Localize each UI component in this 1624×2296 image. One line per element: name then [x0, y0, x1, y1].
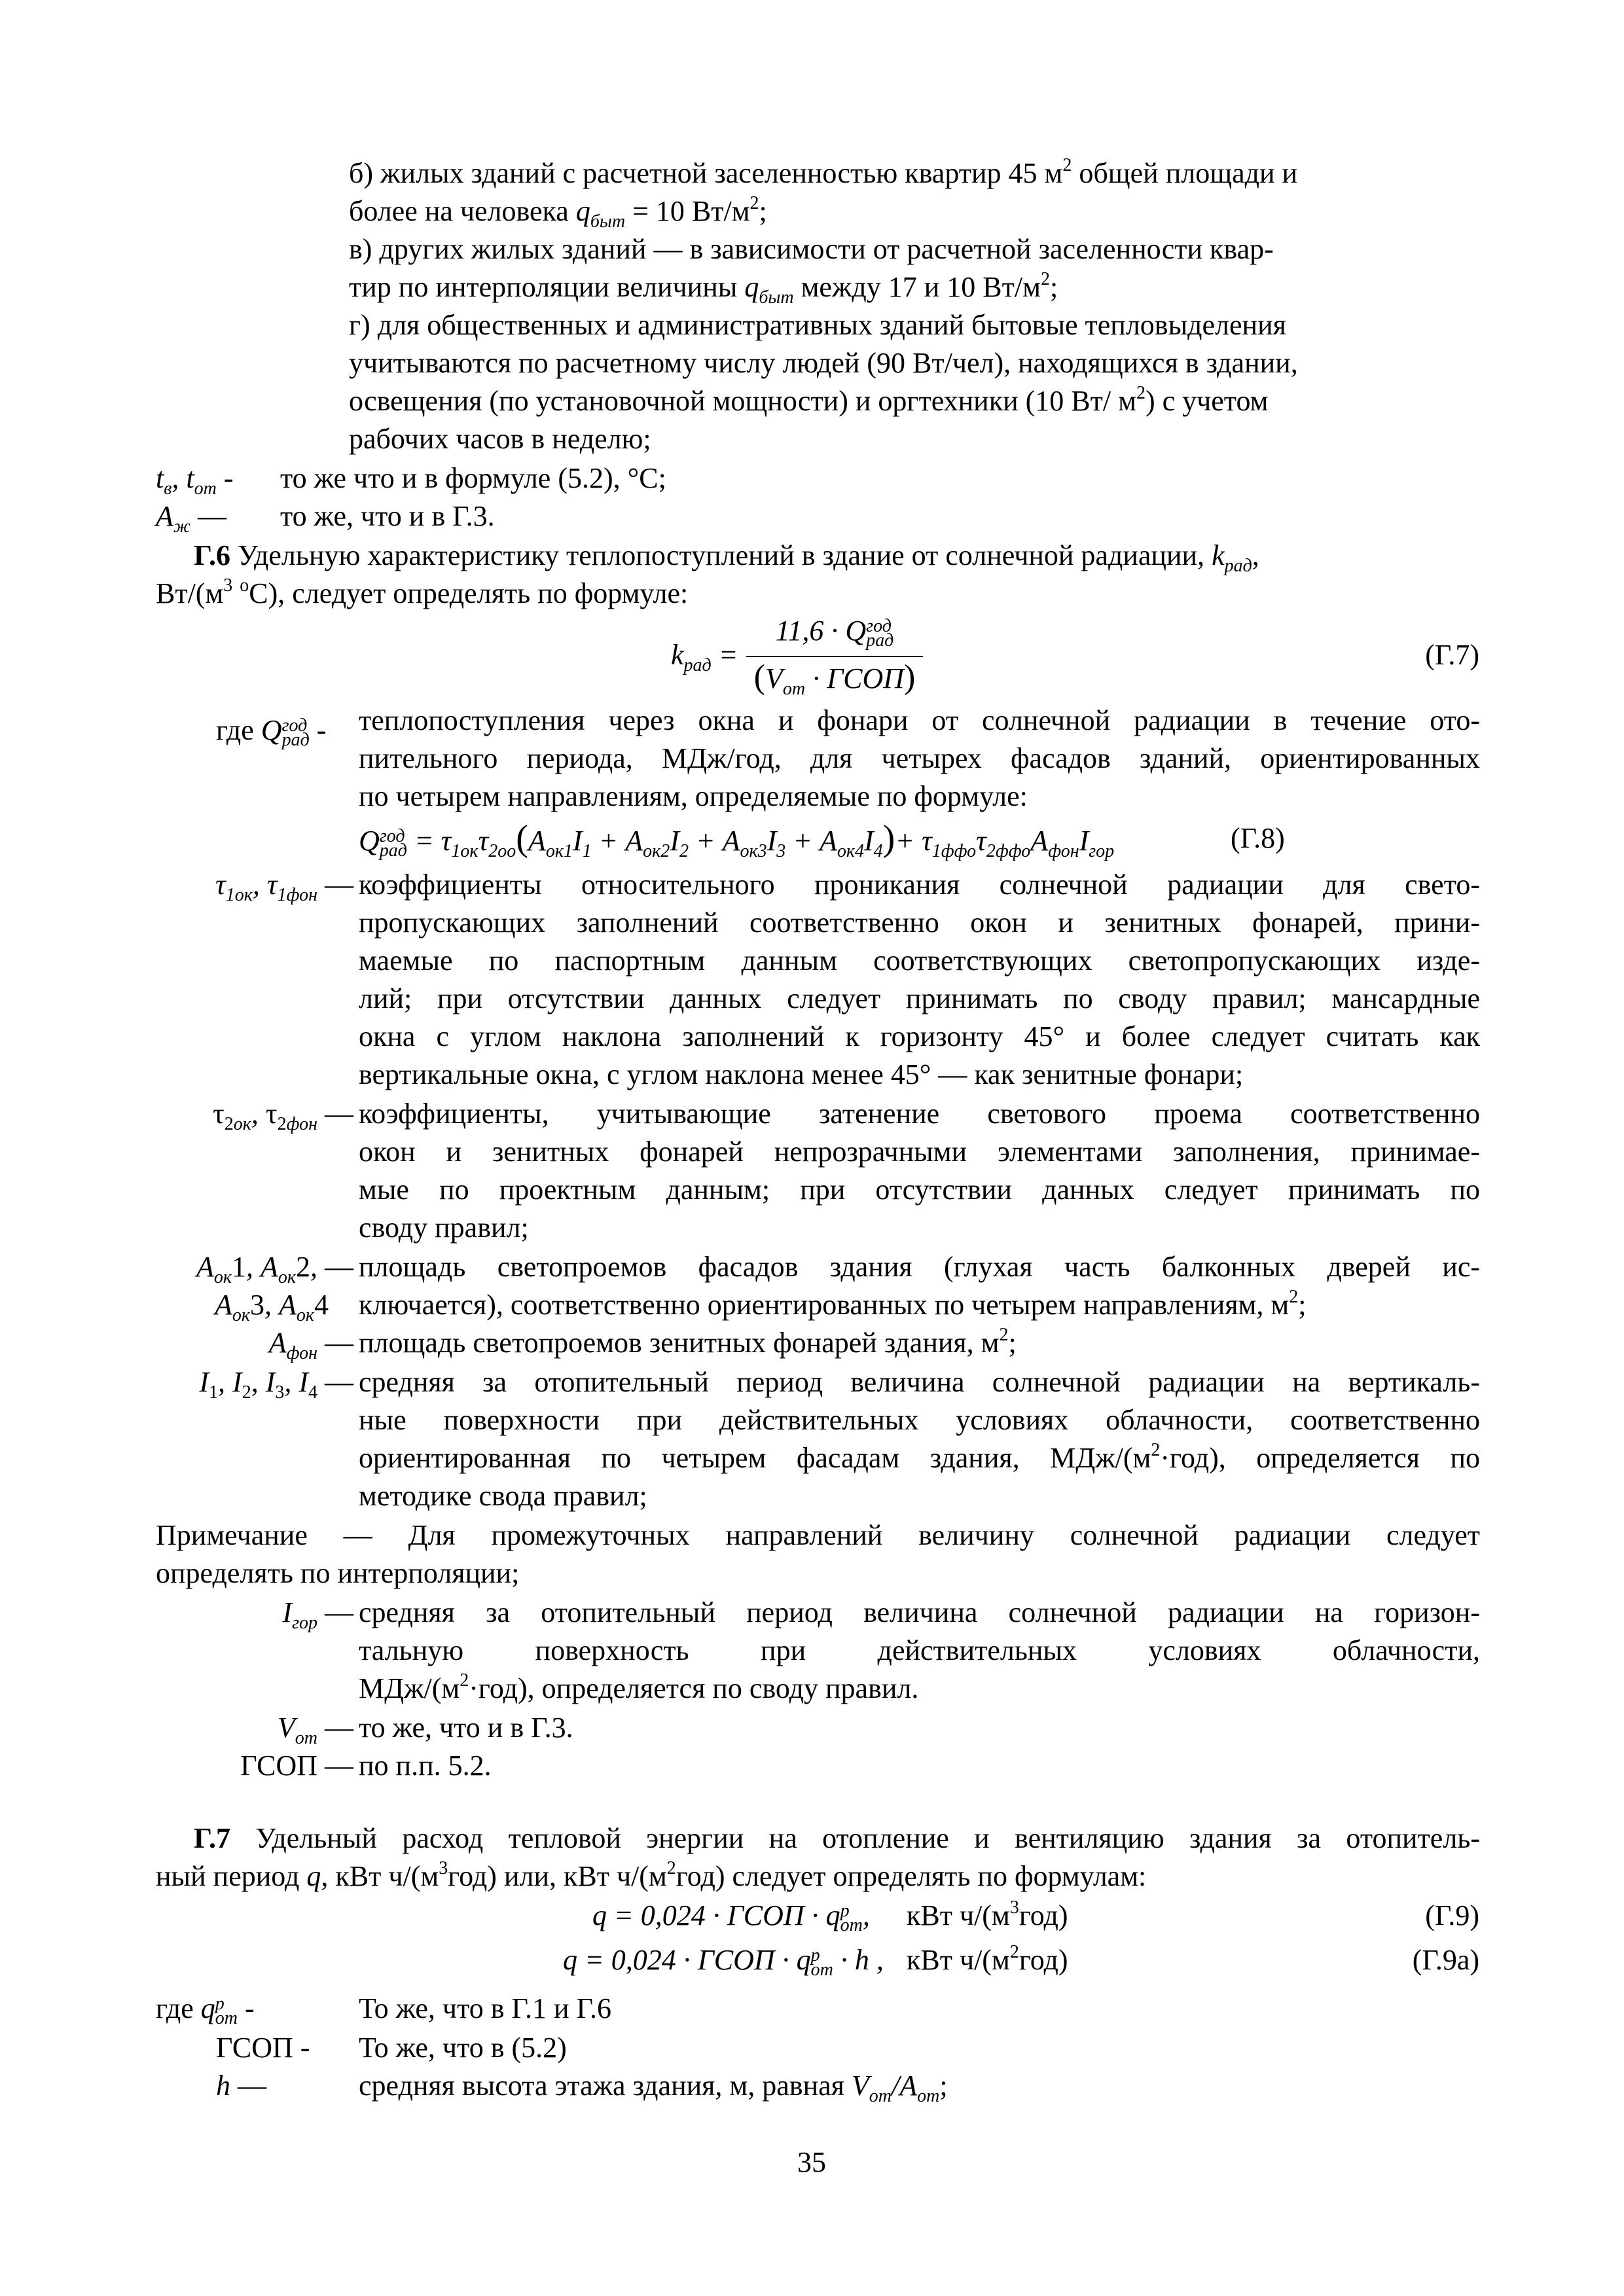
- g7-line-1: Г.7 Удельный расход тепловой энергии на отопление и вентиляцию здания за отопитель-: [194, 1822, 1480, 1854]
- def-igor-line-1: средняя за отопительный период величина солнечной радиации на горизон-: [359, 1596, 1480, 1628]
- formula-g9-number: (Г.9): [1425, 1899, 1479, 1931]
- def-gsop-2-text: То же, что в (5.2): [359, 2032, 567, 2064]
- formula-g7-number: (Г.7): [1425, 639, 1479, 671]
- where-q-line-1: теплопоступления через окна и фонари от солнечной радиации в течение ото-: [359, 704, 1480, 736]
- def-i-line-4: методике свода правил;: [359, 1480, 647, 1512]
- page-number: 35: [797, 2146, 826, 2178]
- def-term-tau1: $\tau_{1ок}$, $\tau_{1фон}$ —: [215, 869, 353, 905]
- formula-g9a-unit: кВт $ч/(м^2год)$: [907, 1942, 1068, 1976]
- def-igor-line-3: МДж/$(м^2\cdot год)$, определяется по своду правил.: [359, 1670, 919, 1704]
- intro-line-1: б) жилых зданий с расчетной заселенностью квартир 45 $м^2$ общей площади и: [349, 155, 1298, 189]
- formula-g8: Qгод рад = $\tau_{1ок}\tau_{2оо}(А_{ок1}I_1 + А_{ок2}I_2 + А_{ок3}I_3 + А_{ок4}I_4)+ \tau_{1ффо}\tau_{2ффо}А_{фон}I_{гор}$: [359, 818, 1115, 861]
- def-igor-line-2: тальную поверхность при действительных условиях облачности,: [359, 1634, 1480, 1666]
- def-text-azh: то же, что и в Г.3.: [280, 500, 495, 532]
- def-tau1-line-5: окна с углом наклона заполнений к горизонту 45° и более следует считать как: [359, 1020, 1480, 1052]
- def-term-gsop-2: ГСОП -: [216, 2032, 310, 2064]
- g6-line-1: Г.6 Удельную характеристику теплопоступлений в здание от солнечной радиации, $k_{рад}$,: [194, 539, 1259, 576]
- formula-g9: q = 0,024 · ГСОП · qр от,: [592, 1899, 870, 1935]
- def-i-line-2: ные поверхности при действительных условиях облачности, соответственно: [359, 1404, 1480, 1436]
- formula-g7-lhs: $k_{рад}$ =: [671, 639, 738, 675]
- def-tau1-line-4: лий; при отсутствии данных следует принимать по своду правил; мансардные: [359, 982, 1480, 1014]
- def-i-line-1: средняя за отопительный период величина солнечной радиации на вертикаль-: [359, 1366, 1480, 1398]
- def-afon-line-1: площадь светопроемов зенитных фонарей здания, $м^2$;: [359, 1325, 1017, 1359]
- formula-g7-numerator: 11,6 · Qгод рад: [775, 615, 894, 651]
- where-q-term: где Qгод рад -: [216, 714, 327, 750]
- intro-line-8: рабочих часов в неделю;: [349, 423, 651, 455]
- def-vot-text: то же, что и в Г.3.: [359, 1712, 573, 1744]
- formula-g8-number: (Г.8): [1231, 822, 1285, 854]
- def-tau1-line-6: вертикальные окна, с углом наклона менее 45° — как зенитные фонари;: [359, 1058, 1244, 1090]
- def-term-afon: $А_{фон}$ —: [268, 1327, 353, 1363]
- def-term-h: h —: [216, 2070, 266, 2102]
- def-tau2-line-1: коэффициенты, учитывающие затенение светового проема соответственно: [359, 1098, 1480, 1130]
- def-term-igor: $I_{гор}$ —: [282, 1596, 353, 1633]
- def-term-tau2: $\tau_{2ок}$, $\tau_{2фон}$ —: [213, 1098, 353, 1134]
- formula-g9-unit: кВт $ч/(м^3год)$: [907, 1897, 1068, 1931]
- def-aok-line-1: площадь светопроемов фасадов здания (глухая часть балконных дверей ис-: [359, 1251, 1480, 1283]
- def-tau1-line-3: маемые по паспортным данным соответствующих светопропускающих изде-: [359, 944, 1480, 977]
- def-term-aok-2: $А_{ок}3$, $А_{ок}4$: [215, 1289, 329, 1325]
- def-term-tv-tot: $t_в$, $t_{от}$ -: [156, 462, 234, 499]
- def-text-tv-tot: то же что и в формуле (5.2), °С;: [280, 462, 666, 494]
- def-aok-line-2: ключается), соответственно ориентированных по четырем направлениям, $м^2$;: [359, 1287, 1307, 1321]
- def-tau2-line-4: своду правил;: [359, 1211, 529, 1244]
- def-tau2-line-2: окон и зенитных фонарей непрозрачными элементами заполнения, принимае-: [359, 1136, 1480, 1168]
- intro-line-6: учитываются по расчетному числу людей (90 Вт/чел), находящихся в здании,: [349, 347, 1298, 379]
- note-line-1: Примечание — Для промежуточных направлений величину солнечной радиации следует: [156, 1519, 1480, 1551]
- def-tau2-line-3: мые по проектным данным; при отсутствии данных следует принимать по: [359, 1174, 1480, 1206]
- intro-line-7: освещения (по установочной мощности) и оргтехники (10 Вт/ $м^2$) с учетом: [349, 383, 1269, 417]
- formula-g7-denominator: ($V_{от}$ · ГСОП): [753, 658, 916, 699]
- def-term-azh: $А_ж$ —: [156, 500, 226, 537]
- def-gsop-text: по п.п. 5.2.: [359, 1749, 492, 1782]
- formula-g7-fraction-bar: [746, 656, 923, 657]
- def-term-vot: $V_{от}$ —: [277, 1712, 353, 1748]
- def-tau1-line-1: коэффициенты относительного проникания солнечной радиации для свето-: [359, 869, 1480, 901]
- g6-line-2: $Вт/(м^3$ $^о$С), следует определять по формуле:: [156, 575, 689, 609]
- where-q-line-3: по четырем направлениям, определяемые по формуле:: [359, 780, 1028, 812]
- def-term-gsop: ГСОП —: [240, 1749, 353, 1782]
- g7-line-2: ный период q, кВт $ч/(м^3год)$ или, кВт $ч/(м^2год)$ следует определять по формулам:: [156, 1858, 1147, 1892]
- def-tau1-line-2: пропускающих заполнений соответственно окон и зенитных фонарей, прини-: [359, 906, 1480, 939]
- formula-g9a: q = 0,024 · ГСОП · qр от · h ,: [563, 1944, 884, 1980]
- def-term-qrot: где qр от -: [156, 1992, 255, 2028]
- def-h-text: средняя высота этажа здания, м, равная $V_{от}/А_{от}$;: [359, 2070, 948, 2106]
- intro-line-4: тир по интерполяции величины $q_{быт}$ между 17 и 10 $Вт/м^2$;: [349, 269, 1058, 308]
- def-term-i1-i4: $I_1$, $I_2$, $I_3$, $I_4$ —: [199, 1366, 353, 1403]
- def-i-line-3: ориентированная по четырем фасадам здания, МДж/$(м^2\cdot год)$, определяется по: [359, 1440, 1481, 1474]
- intro-line-2: более на человека $q_{быт} = 10$ $Вт/м^2$;: [349, 193, 767, 232]
- where-q-line-2: пительного периода, МДж/год, для четырех фасадов зданий, ориентированных: [359, 742, 1480, 774]
- def-qrot-text: То же, что в Г.1 и Г.6: [359, 1992, 611, 2024]
- note-line-2: определять по интерполяции;: [156, 1557, 520, 1589]
- intro-line-5: г) для общественных и административных зданий бытовые тепловыделения: [349, 309, 1286, 341]
- formula-g9a-number: (Г.9а): [1412, 1944, 1479, 1976]
- def-term-aok-1: $А_{ок}1$, $А_{ок}2$, —: [196, 1251, 353, 1287]
- intro-line-3: в) других жилых зданий — в зависимости от расчетной заселенности квар-: [349, 233, 1274, 265]
